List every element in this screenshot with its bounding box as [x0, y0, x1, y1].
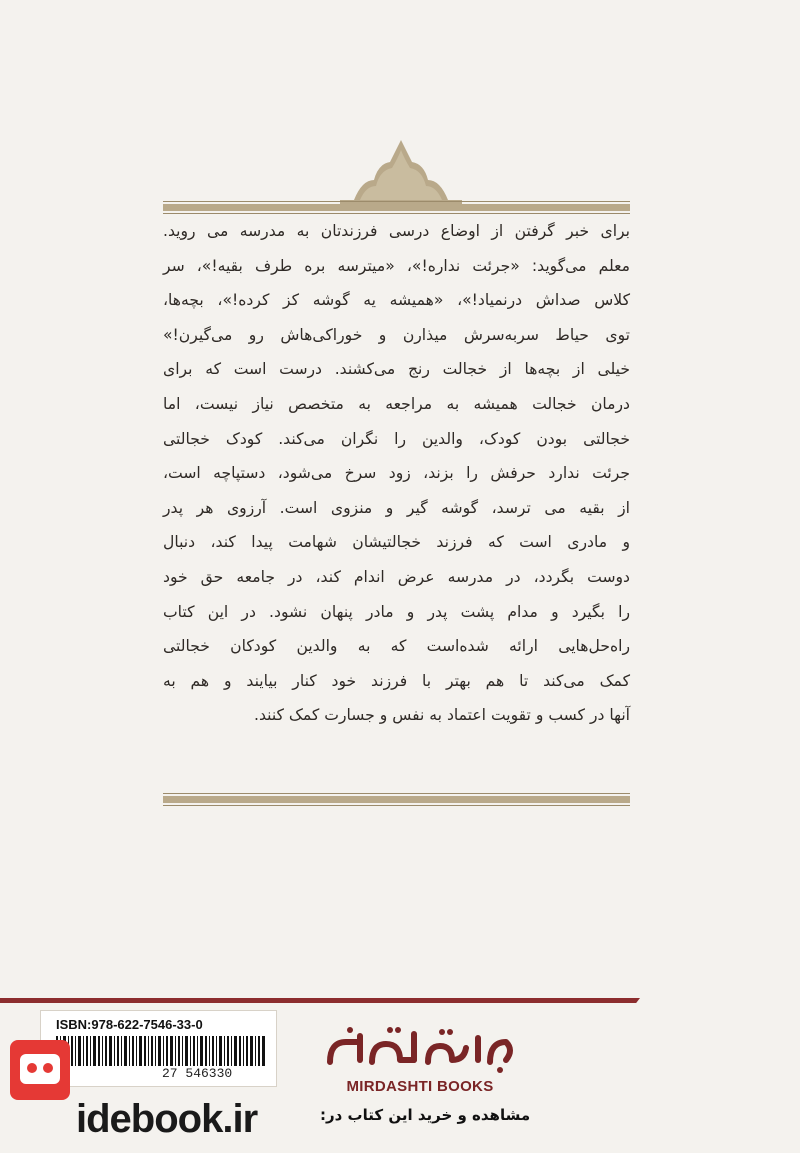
barcode-image: [56, 1036, 266, 1066]
text-line: برای خبر گرفتن از اوضاع درسی فرزندتان به مدرسه می روید.: [163, 222, 630, 240]
text-line: خجالتی بودن کودک، والدین را نگران می‌کند. کودک خجالتی: [163, 429, 630, 448]
watermark-caption: مشاهده و خرید این کتاب در:: [320, 1106, 531, 1124]
publisher-name: MIRDASHTI BOOKS: [346, 1078, 494, 1095]
back-cover-text: [163, 214, 630, 733]
watermark-icon: [10, 1040, 70, 1100]
publisher-logo: [320, 1022, 520, 1074]
text-line: کمک می‌کند تا هم بهتر با فرزند خود کنار بیایند و هم به: [163, 671, 630, 690]
text-line: آنها در کسب و تقویت اعتماد به نفس و جسارت کمک کنند.: [253, 706, 630, 725]
text-line: و مادری است که فرزند خجالتیشان شهامت پیدا کند، دنبال: [163, 533, 630, 552]
text-line: خیلی از بچه‌ها از خجالت رنج می‌کشند. درست است که برای: [163, 360, 630, 379]
text-line: راه‌حل‌هایی ارائه شده‌است که به والدین کودکان خجالتی: [163, 637, 630, 656]
text-line: معلم می‌گوید: «جرئت نداره!»، «میترسه بره طرف بقیه!»، سر: [163, 256, 630, 275]
top-divider: [163, 204, 630, 211]
text-line: درمان خجالت همیشه به مراجعه به متخصص نیاز نیست، اما: [163, 394, 630, 413]
text-line: دوست بگردد، در مدرسه عرض اندام کند، در جامعه حق خود: [163, 567, 630, 586]
watermark-brand: idebook.ir: [76, 1097, 258, 1141]
text-line: توی حیاط سربه‌سرش میذارن و خوراکی‌هاش رو می‌گیرن!»: [163, 325, 630, 344]
dome-ornament: [340, 140, 462, 206]
bottom-divider: [163, 796, 630, 803]
text-line: از بقیه می ترسد، گوشه گیر و منزوی است. آرزوی هر پدر: [163, 498, 630, 517]
barcode-number: 27 546330: [162, 1066, 233, 1081]
publisher-logo-text: کتاب میردشتی: [420, 1056, 427, 1057]
text-line: جرئت ندارد حرفش را بزند، زود سرخ می‌شود، دستپاچه است،: [163, 464, 630, 483]
isbn-text: ISBN:978-622-7546-33-0: [56, 1017, 203, 1032]
text-line: را بگیرد و مدام پشت پدر و مادر پنهان نشود. در این کتاب: [163, 602, 630, 621]
text-line: کلاس صداش درنمیاد!»، «همیشه یه گوشه کز کرده!»، بچه‌ها،: [163, 291, 630, 310]
